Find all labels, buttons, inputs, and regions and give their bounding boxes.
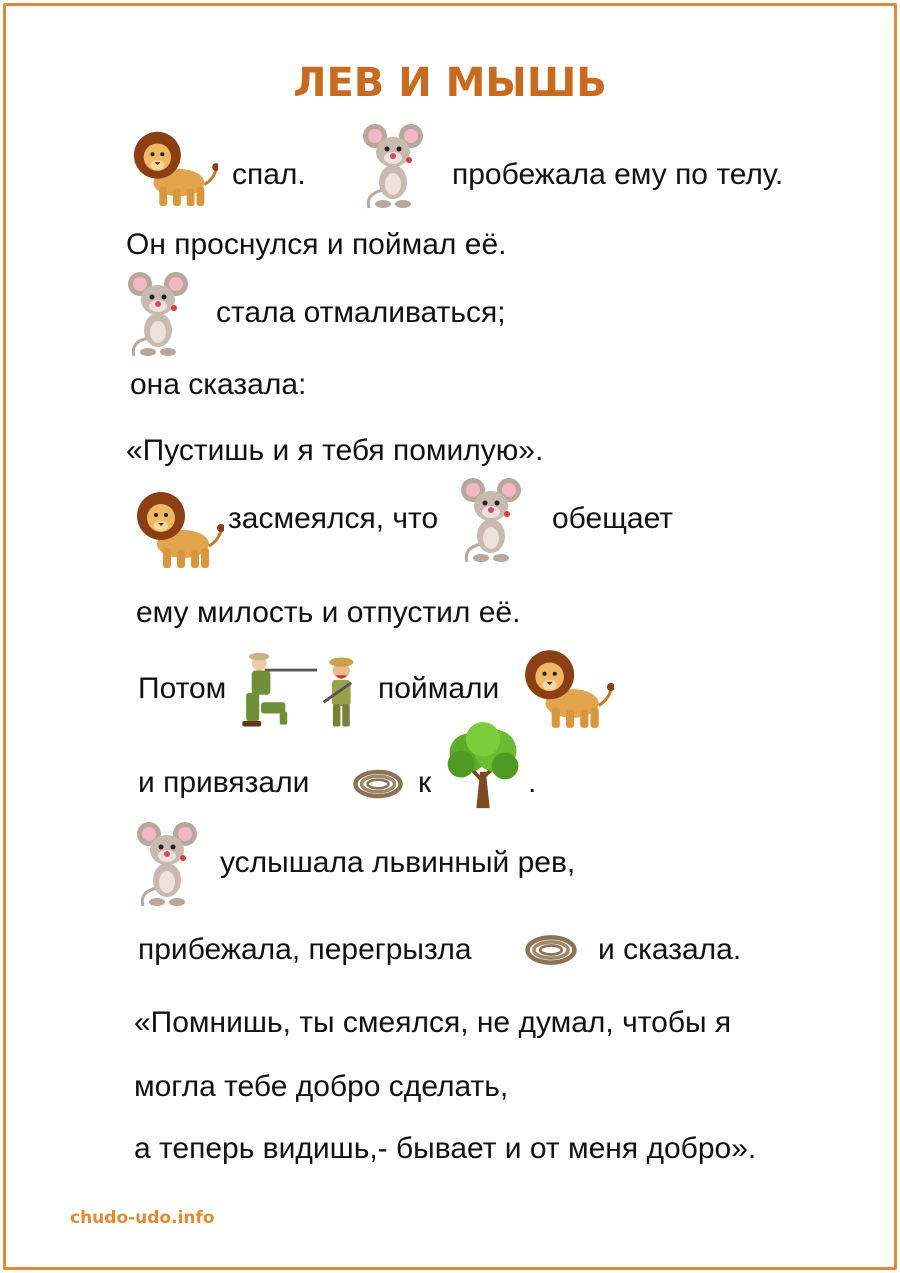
line-1a-text: спал. <box>232 158 306 191</box>
mouse-icon <box>360 120 432 210</box>
line-14-text: а теперь видишь,- бывает и от меня добро». <box>134 1132 757 1165</box>
mouse-icon <box>134 818 206 908</box>
hunter-icon <box>236 650 372 734</box>
line-6b-text: обещает <box>552 502 674 535</box>
page-title: ЛЕВ И МЫШЬ <box>293 60 607 106</box>
line-11a-text: прибежала, перегрызла <box>138 933 472 966</box>
tree-icon <box>440 722 526 812</box>
line-3-text: стала отмаливаться; <box>216 296 506 329</box>
lion-icon <box>130 122 218 210</box>
line-11b-text: и сказала. <box>598 933 742 966</box>
rope-icon <box>524 932 578 968</box>
line-1b-text: пробежала ему по телу. <box>452 158 784 191</box>
footer-site-link[interactable]: chudo-udo.info <box>70 1208 215 1228</box>
line-8b-text: поймали <box>378 672 500 705</box>
lion-icon <box>132 482 224 572</box>
line-12-text: «Помнишь, ты смеялся, не думал, чтобы я <box>134 1006 732 1039</box>
line-9b-text: к <box>418 766 432 799</box>
line-4-text: она сказала: <box>130 368 307 401</box>
line-8a-text: Потом <box>138 672 227 705</box>
line-9c-text: . <box>528 766 537 799</box>
line-10-text: услышала львинный рев, <box>220 846 576 879</box>
line-13-text: могла тебе добро сделать, <box>134 1070 509 1103</box>
line-6a-text: засмеялся, что <box>228 502 439 535</box>
rope-icon <box>352 766 404 802</box>
lion-icon <box>520 640 614 732</box>
mouse-icon <box>125 268 197 358</box>
line-5-text: «Пустишь и я тебя помилую». <box>126 434 544 467</box>
line-7-text: ему милость и отпустил её. <box>136 596 521 629</box>
mouse-icon <box>458 474 530 564</box>
line-2-text: Он проснулся и поймал её. <box>126 228 507 261</box>
line-9a-text: и привязали <box>138 766 310 799</box>
